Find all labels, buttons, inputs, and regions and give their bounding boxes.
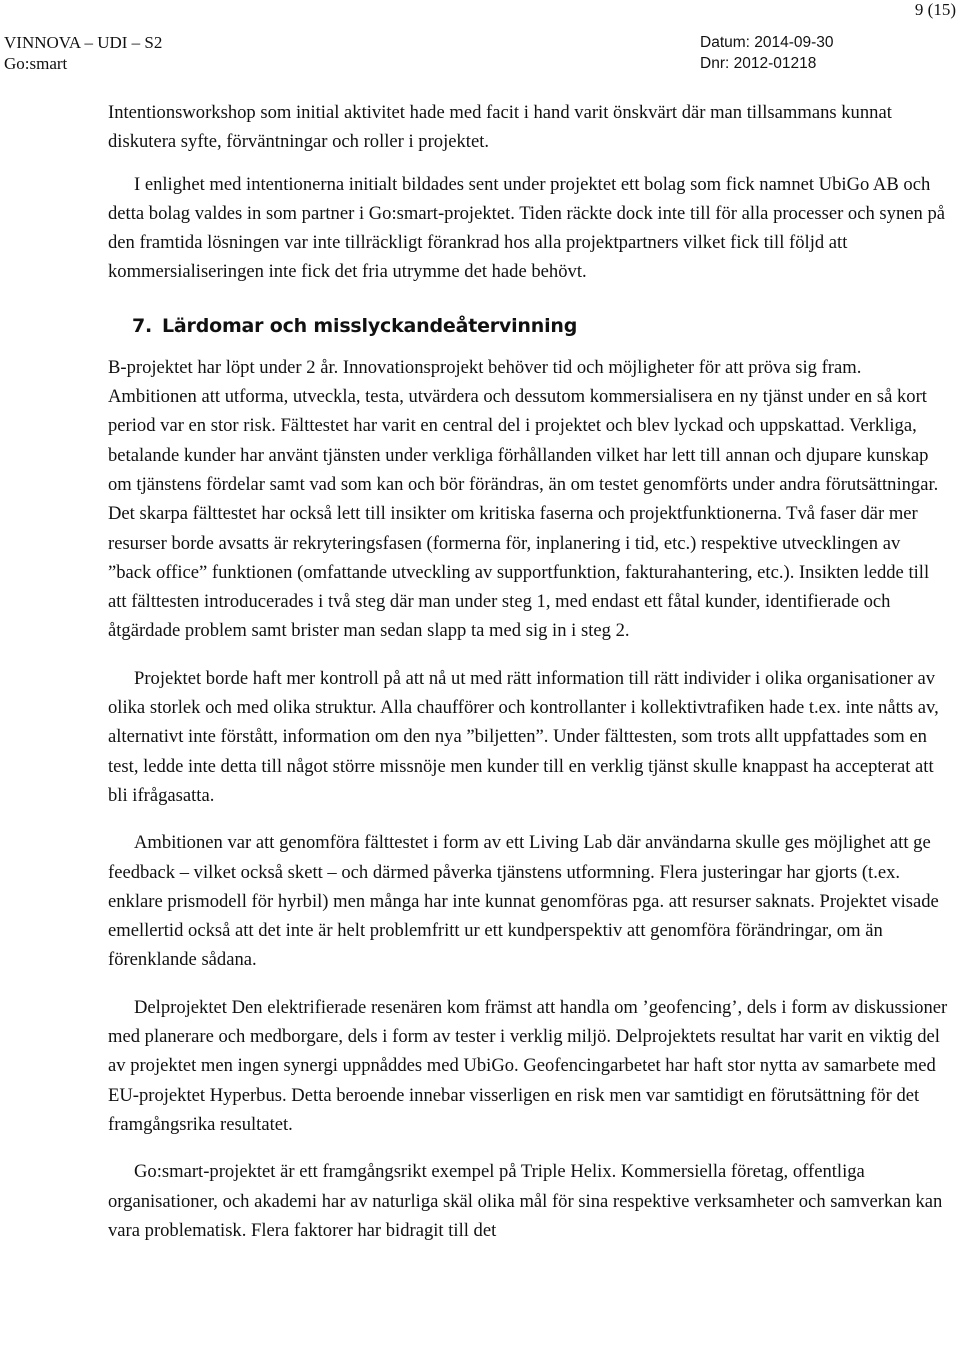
section-title: Lärdomar och misslyckandeåtervinning [162,314,578,337]
paragraph: I enlighet med intentionerna initialt bildades sent under projektet ett bolag som fick namnet UbiGo AB och detta bolag valdes in som partner i Go:smart-projektet. Tiden räckte dock inte till för alla processer och synen på den framtida lösningen var inte tillräckligt förankrad hos alla projektpartners vilket fick till följd att kommersialiseringen inte fick det fria utrymme det hade behövt. [108,173,945,283]
header-right [700,32,834,74]
document-body [108,98,948,1245]
paragraph: B-projektet har löpt under 2 år. Innovationsprojekt behöver tid och möjligheter för att pröva sig fram. Ambitionen att utforma, utveckla, testa, utvärdera och dessutom kommersialisera en ny tjänst under en så kort period var en stor risk. Fälttestet har varit en central del i projektet och blev lyckad och uppskattad. Verkliga, betalande kunder har använt tjänsten under verkliga förhållanden vilket har lett till annan och djupare kunskap om tjänstens fördelar samt vad som kan och bör förändras, än om testet genomförts under andra förutsättningar. Det skarpa fälttestet har också lett till insikter om kritiska faserna och projektfunktionerna. Två faser där mer resurser borde avsatts är rekryteringsfasen (formerna för, inplanering i tid, etc.) respektive utvecklingen av ”back office” funktionen (omfattande utveckling av supportfunktion, fakturahantering, etc.). Insikten ledde till att fälttesten introducerades i två steg där man under steg 1, med endast ett fåtal kunder, identifierade och åtgärdade problem samt brister man sedan slapp ta med sig in i steg 2. [108,356,939,642]
paragraph: Projektet borde haft mer kontroll på att nå ut med rätt information till rätt individer i olika organisationer av olika storlek och med olika struktur. Alla chaufförer och kontrollanter i kollektivtrafiken hade t.ex. inte nåtts av, alternativt inte förstått, information om den nya ”biljetten”. Under fälttesten, som trots allt uppfattades som en test, ledde inte detta till något större missnöje men kunder till en verklig tjänst skulle knappast ha accepterat att bli ifrågasatta. [108,667,939,806]
header-date: Datum: 2014-09-30 [700,34,834,51]
section-number: 7. [132,314,153,337]
paragraph: Intentionsworkshop som initial aktivitet hade med facit i hand varit önskvärt där man tillsammans kunnat diskutera syfte, förväntningar och roller i projektet. [108,102,892,153]
section-heading [132,313,948,339]
header-left [4,32,162,74]
paragraph: Delprojektet Den elektrifierade resenären kom främst att handla om ’geofencing’, dels i form av diskussioner med planerare och medborgare, dels i form av tester i verklig miljö. Delprojektets resultat har varit en viktig del av projektet men ingen synergi uppnåddes med UbiGo. Geofencingarbetet har haft stor nytta av samarbete med EU-projektet Hyperbus. Detta beroende innebar visserligen en risk men var samtidigt en förutsättning för det framgångsrika resultatet. [108,996,948,1135]
paragraph: Ambitionen var att genomföra fälttestet i form av ett Living Lab där användarna skulle ges möjlighet att ge feedback – vilket också skett – och därmed påverka tjänstens utformning. Flera justeringar har gjorts (t.ex. enklare prismodell för hyrbil) men många har inte kunnat genomföras pga. att resurser saknats. Projektet visade emellertid också att det inte är helt problemfritt ur ett kundperspektiv att genomföra förändringar, om än förenklande sådana. [108,832,939,971]
header-project: Go:smart [4,54,68,73]
header-dnr: Dnr: 2012-01218 [700,55,817,72]
paragraph: Go:smart-projektet är ett framgångsrikt exempel på Triple Helix. Kommersiella företag, offentliga organisationer, och akademi har av naturliga skäl olika mål för sina respektive verksamheter och samverkan kan vara problematisk. Flera faktorer har bidragit till det [108,1161,943,1241]
document-header [0,30,960,76]
page-number: 9 (15) [914,0,956,19]
header-org: VINNOVA – UDI – S2 [4,33,163,52]
